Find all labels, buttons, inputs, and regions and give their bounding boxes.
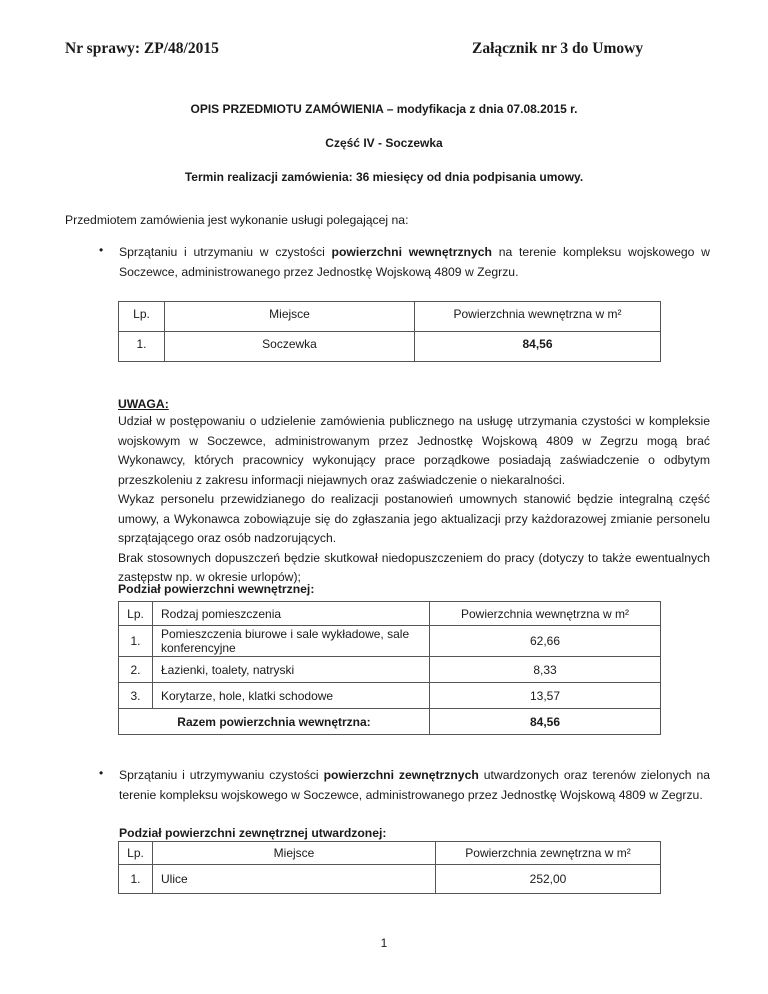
cell: 252,00 [436, 865, 661, 894]
exterior-area-table [118, 841, 661, 894]
table-row [119, 683, 661, 709]
cell: Korytarze, hole, klatki schodowe [153, 683, 430, 709]
cell: 1. [119, 626, 153, 657]
intro-text: Przedmiotem zamówienia jest wykonanie usługi polegającej na: [65, 213, 409, 227]
bullet-bold-text: powierzchni zewnętrznych [323, 768, 479, 782]
bullet-text-rest: utwardzonych oraz terenów zielonych na terenie kompleksu wojskowego w Soczewce, administrowanego przez Jednostkę Wojskową 4809 w Zegrzu. [119, 768, 710, 802]
bullet-interior [119, 243, 710, 282]
header-cell: Miejsce [153, 842, 436, 865]
notice-body [118, 412, 710, 588]
header-cell: Rodzaj pomieszczenia [153, 602, 430, 626]
cell: 2. [119, 657, 153, 683]
cell: 8,33 [430, 657, 661, 683]
table-row [119, 865, 661, 894]
table-header-row [119, 842, 661, 865]
cell: Soczewka [165, 332, 415, 362]
cell: Ulice [153, 865, 436, 894]
cell: 13,57 [430, 683, 661, 709]
bullet-icon: • [99, 243, 104, 257]
header-cell: Lp. [119, 842, 153, 865]
cell: 3. [119, 683, 153, 709]
notice-paragraph-2: Wykaz personelu przewidzianego do realizacji postanowień umownych stanowić będzie integralną część umowy, a Wykonawca zobowiązuje się do zgłaszania jego aktualizacji przy każdorazowej zmianie personelu sprzątającego oraz osób nadzorujących. [118, 492, 710, 545]
interior-area-table [118, 301, 661, 362]
part-title: Część IV - Soczewka [325, 136, 443, 150]
table-total-row [119, 709, 661, 735]
notice-paragraph-1: Udział w postępowaniu o udzielenie zamówienia publicznego na usługę utrzymania czystości w kompleksie wojskowym w Soczewce, administrowanym przez Jednostkę Wojskową 4809 w Zegrzu mogą brać Wykonawcy, których pracownicy wykonujący prace porządkowe posiadają zaświadczenie o odbytym przeszkoleniu z zakresu informacji niejawnych oraz zaświadczenie o niekaralności. [118, 414, 710, 487]
exterior-breakdown-caption: Podział powierzchni zewnętrznej utwardzonej: [119, 826, 387, 840]
table-row [119, 332, 661, 362]
page-number: 1 [380, 936, 388, 950]
table-header-row [119, 302, 661, 332]
notice-heading: UWAGA: [118, 397, 169, 411]
cell: Pomieszczenia biurowe i sale wykładowe, sale konferencyjne [153, 626, 430, 657]
total-value: 84,56 [430, 709, 661, 735]
bullet-bold-text: powierzchni wewnętrznych [331, 245, 492, 259]
bullet-text: Sprzątaniu i utrzymywaniu czystości [119, 768, 324, 782]
bullet-exterior [119, 766, 710, 805]
cell: Łazienki, toalety, natryski [153, 657, 430, 683]
interior-breakdown-table [118, 601, 661, 735]
header-cell: Miejsce [165, 302, 415, 332]
cell: 1. [119, 865, 153, 894]
document-title: OPIS PRZEDMIOTU ZAMÓWIENIA – modyfikacja z dnia 07.08.2015 r. [190, 102, 578, 116]
total-label: Razem powierzchnia wewnętrzna: [119, 709, 430, 735]
bullet-icon: • [99, 766, 104, 780]
header-cell: Powierzchnia wewnętrzna w m² [415, 302, 661, 332]
attachment-label: Załącznik nr 3 do Umowy [472, 40, 644, 57]
case-number: Nr sprawy: ZP/48/2015 [65, 40, 219, 57]
table-row [119, 626, 661, 657]
bullet-text-rest: na terenie kompleksu wojskowego w Soczewce, administrowanego przez Jednostkę Wojskową 4809 w Zegrzu. [119, 245, 710, 279]
header-cell: Lp. [119, 302, 165, 332]
table-row [119, 657, 661, 683]
cell: 1. [119, 332, 165, 362]
notice-paragraph-3: Brak stosownych dopuszczeń będzie skutkował niedopuszczeniem do pracy (dotyczy to także ewentualnych zastępstw np. w okresie urlopów); [118, 550, 710, 584]
cell: 84,56 [415, 332, 661, 362]
header-cell: Powierzchnia wewnętrzna w m² [430, 602, 661, 626]
interior-breakdown-caption: Podział powierzchni wewnętrznej: [118, 582, 315, 596]
header-cell: Powierzchnia zewnętrzna w m² [436, 842, 661, 865]
cell: 62,66 [430, 626, 661, 657]
bullet-text: Sprzątaniu i utrzymaniu w czystości [119, 245, 332, 259]
header-cell: Lp. [119, 602, 153, 626]
table-header-row [119, 602, 661, 626]
deadline: Termin realizacji zamówienia: 36 miesięcy od dnia podpisania umowy. [184, 170, 584, 184]
